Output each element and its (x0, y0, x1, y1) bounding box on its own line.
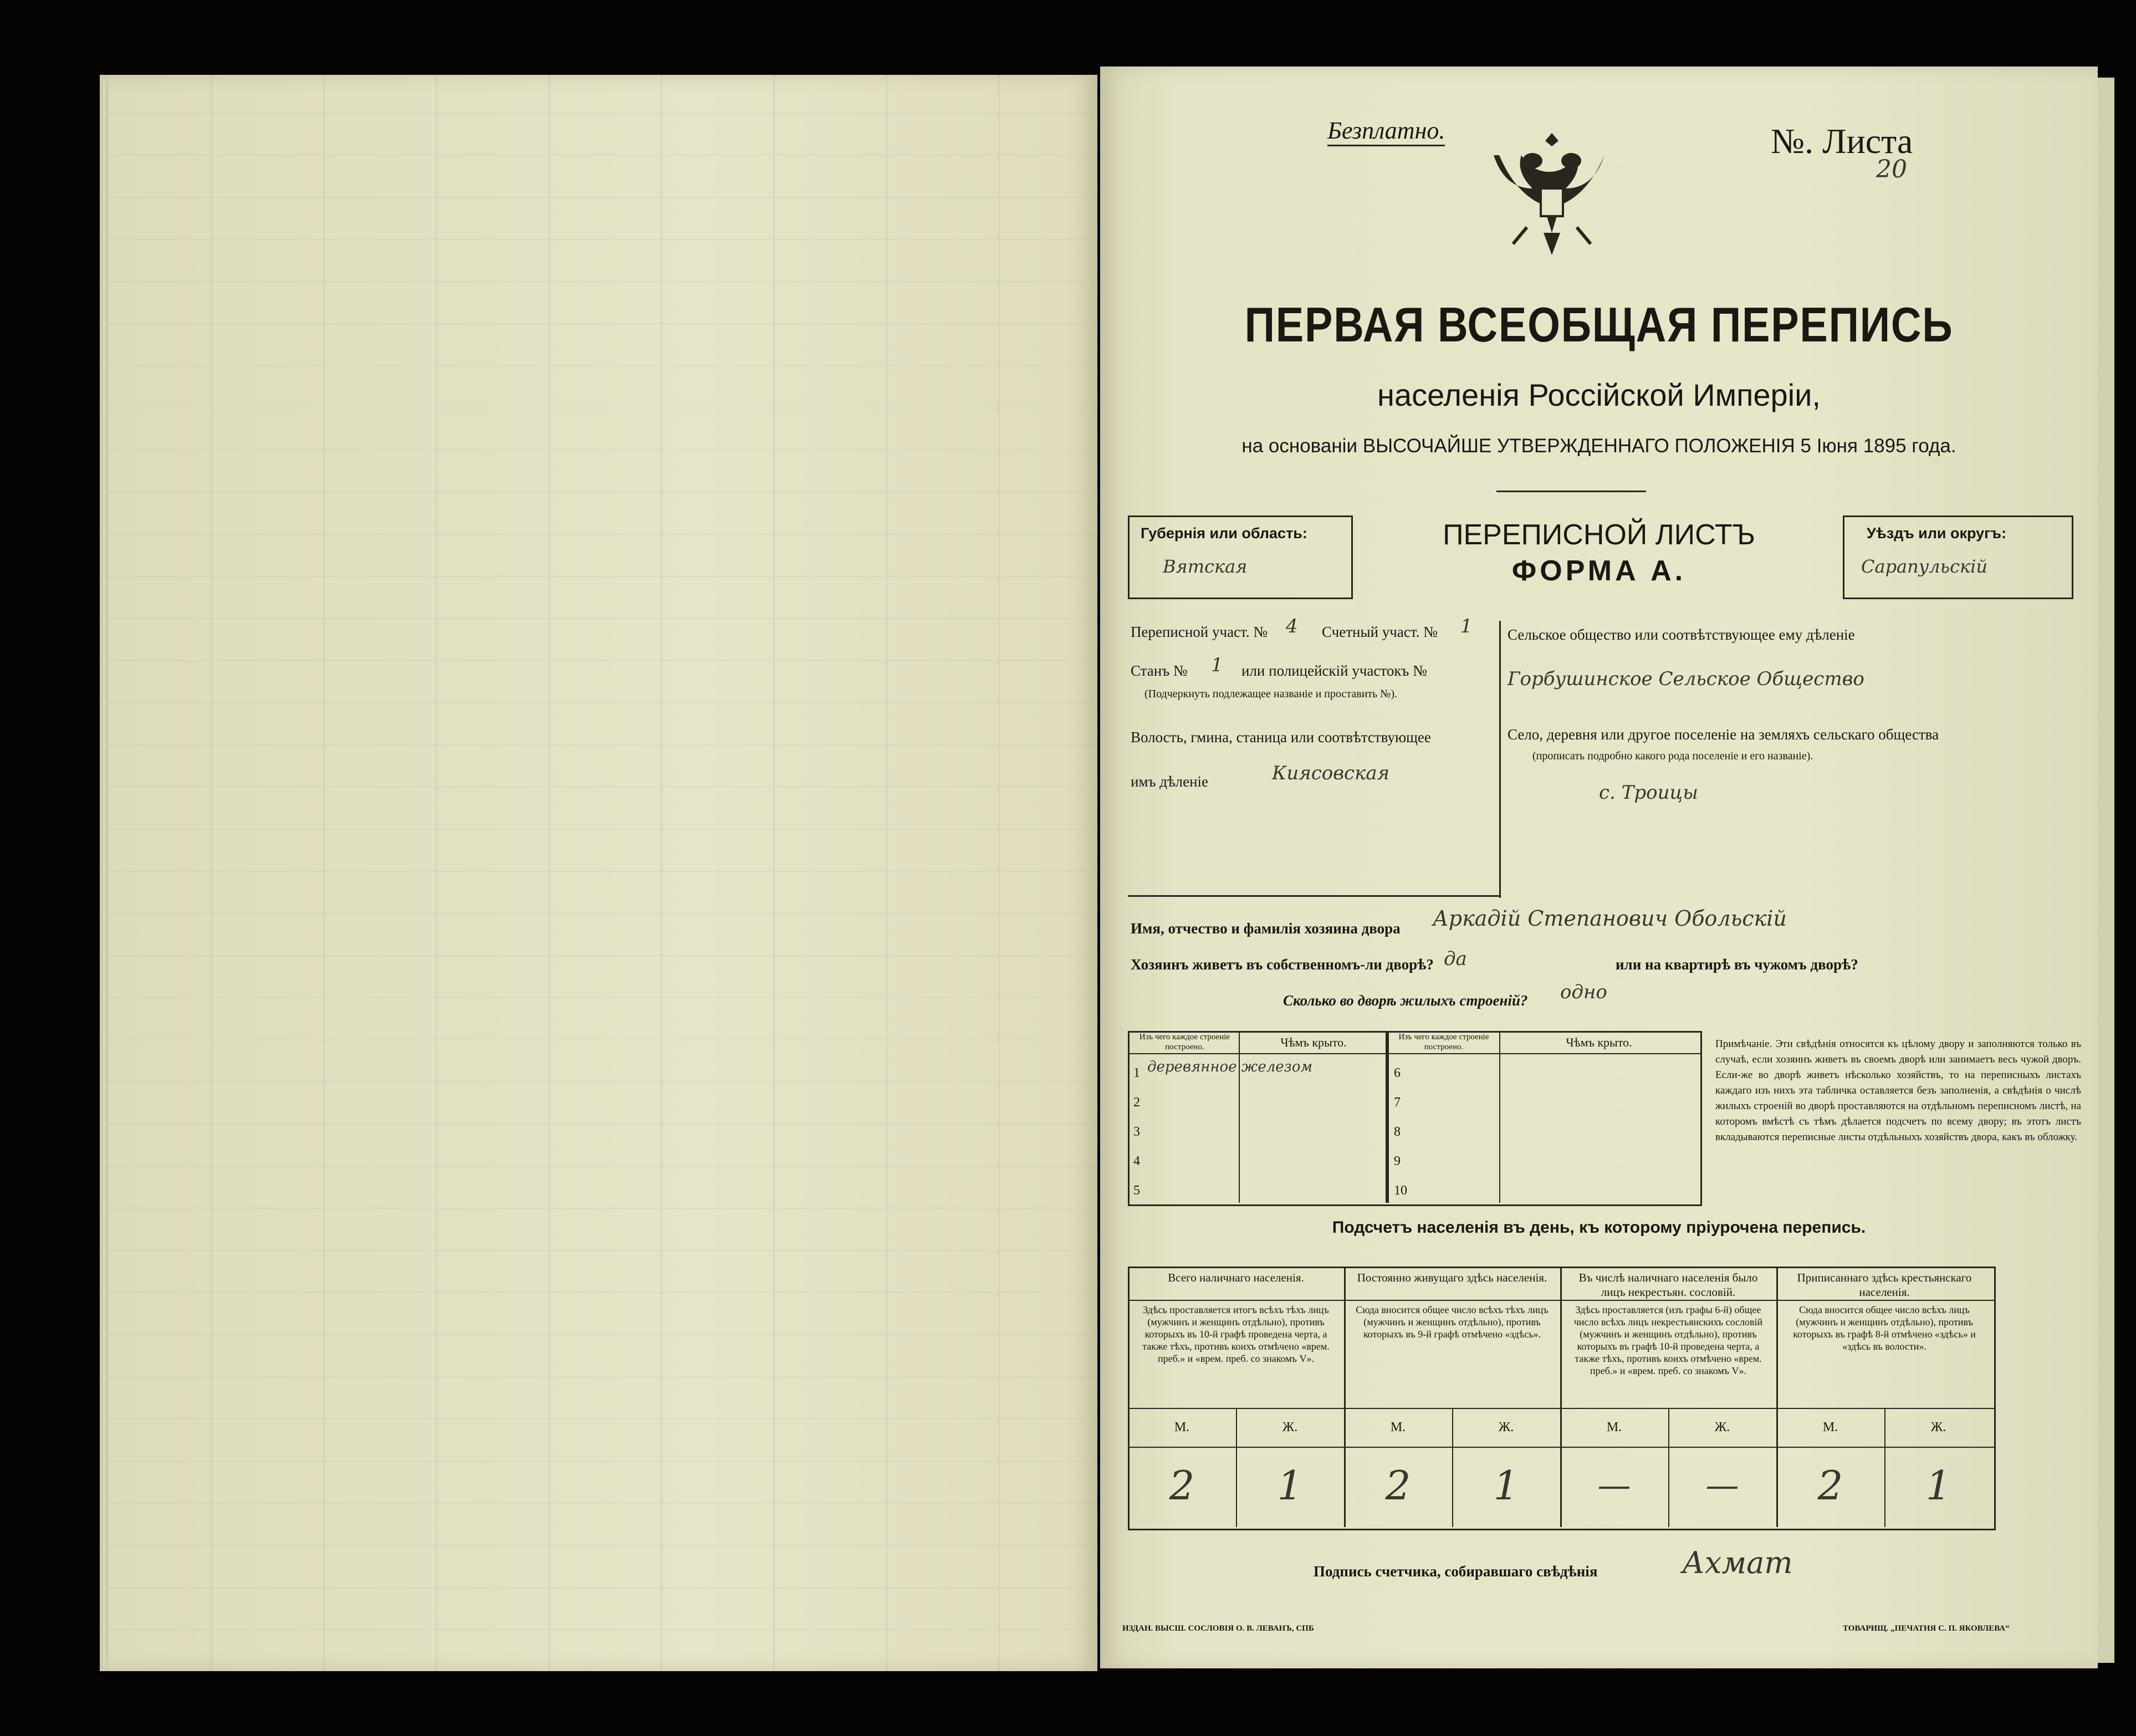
buildings-handwritten: одно (1560, 981, 1607, 1003)
buildings-label: Сколько во дворѣ жилыхъ строеній? (1283, 992, 1528, 1009)
female-label: Ж. (1714, 1420, 1730, 1434)
rent-label: или на квартирѣ въ чужомъ дворѣ? (1616, 956, 1858, 973)
district-label: Уѣздъ или округъ: (1867, 525, 2007, 542)
count-plot-label: Счетный участ. № (1322, 624, 1438, 640)
row-number: 7 (1394, 1095, 1401, 1110)
summary-col-header: Постоянно живущаго здѣсь населенія. (1357, 1271, 1547, 1284)
footer-printer: ТОВАРИЩ. „ПЕЧАТНЯ С. П. ЯКОВЛЕВА“ (1843, 1624, 2010, 1633)
male-label: М. (1822, 1420, 1838, 1434)
female-count: — (1705, 1466, 1739, 1505)
district-handwritten: Сарапульскій (1861, 556, 1987, 577)
table-rule (1499, 1031, 1500, 1203)
table-divider (1386, 1031, 1389, 1203)
field-underline (1128, 895, 1499, 897)
census-legal-basis: на основаніи ВЫСОЧАЙШЕ УТВЕРЖДЕННАГО ПОЛОЖЕНІЯ 5 Іюня 1895 года. (1241, 435, 1956, 457)
row-number: 2 (1133, 1095, 1140, 1110)
rows-right (1394, 1059, 1407, 1206)
province-label: Губернія или область: (1141, 525, 1307, 542)
male-count: 2 (1169, 1462, 1195, 1509)
own-yard-handwritten: да (1444, 948, 1467, 970)
village-note: (прописать подробно какого рода поселеніе и его названіе). (1532, 750, 1813, 762)
count-plot-handwritten: 1 (1460, 615, 1473, 637)
col-roof: Чѣмъ крыто. (1566, 1035, 1632, 1049)
village-handwritten: с. Троицы (1599, 782, 1698, 804)
census-subtitle: населенія Россійской Имперіи, (1377, 377, 1821, 412)
male-label: М. (1390, 1420, 1406, 1434)
district-box (1843, 515, 2073, 599)
summary-col-desc: Сюда вносится общее число всѣхъ лицъ (мужчинъ и женщинъ отдѣльно), противъ которыхъ въ графѣ 8-й отмѣчено «здѣсь» и «здѣсь въ волости». (1793, 1304, 1976, 1352)
province-handwritten: Вятская (1163, 556, 1248, 577)
counter-signature: Ахмат (1682, 1545, 1793, 1580)
summary-col-desc: Сюда вносится общее число всѣхъ тѣхъ лицъ (мужчинъ и женщинъ отдѣльно), противъ которыхъ въ 9-й графѣ отмѣчено «здѣсь». (1356, 1304, 1549, 1340)
summary-col-header: Приписаннаго здѣсь крестьянскаго населенія. (1797, 1271, 1972, 1299)
owner-handwritten: Аркадій Степанович Обольскій (1433, 906, 1787, 931)
female-count: 1 (1493, 1462, 1519, 1509)
province-box (1128, 515, 1353, 599)
police-plot-label: или полицейскій участокъ № (1241, 662, 1427, 679)
field-divider (1499, 621, 1501, 898)
signature-label: Подпись счетчика, собиравшаго свѣдѣнія (1314, 1563, 1598, 1580)
col-roof: Чѣмъ крыто. (1280, 1035, 1347, 1049)
female-count: 1 (1277, 1462, 1303, 1509)
row-number: 1 (1133, 1066, 1140, 1080)
own-yard-label: Хозяинъ живетъ въ собственномъ-ли дворѣ? (1131, 956, 1434, 973)
census-form-page (1100, 67, 2098, 1668)
ornament-divider (1496, 491, 1646, 492)
volost-handwritten: Киясовская (1272, 762, 1390, 784)
society-label: Сельское общество или соотвѣтствующее ему дѣленіе (1508, 626, 1855, 643)
male-count: — (1597, 1466, 1631, 1505)
summary-col-desc: Здѣсь проставляется итогъ всѣхъ тѣхъ лицъ (мужчинъ и женщинъ отдѣльно), противъ которыхъ въ 10-й графѣ проведена черта, а также тѣхъ, противъ коихъ отмѣчено «врем. преб.» и «врем. преб. со знакомъ V». (1142, 1304, 1330, 1364)
society-handwritten: Горбушинское Сельское Общество (1508, 668, 1864, 690)
rows-left (1133, 1059, 1140, 1206)
female-label: Ж. (1930, 1420, 1946, 1434)
summary-title: Подсчетъ населенія въ день, къ которому пріурочена перепись. (1332, 1218, 1866, 1237)
female-label: Ж. (1282, 1420, 1298, 1434)
village-label: Село, деревня или другое поселеніе на земляхъ сельскаго общества (1508, 726, 1939, 743)
form-name: ФОРМА А. (1511, 555, 1687, 587)
table-rule (1239, 1031, 1240, 1203)
male-label: М. (1174, 1420, 1190, 1434)
census-plot-label: Переписной участ. № (1131, 624, 1268, 640)
col-material: Изъ чего каждое строеніе построено. (1139, 1033, 1230, 1051)
volost-label-cont: имъ дѣленіе (1131, 773, 1209, 790)
male-count: 2 (1385, 1462, 1411, 1509)
row-number: 6 (1394, 1066, 1401, 1080)
male-count: 2 (1817, 1462, 1843, 1509)
row-number: 4 (1133, 1154, 1140, 1168)
row-number: 9 (1394, 1154, 1401, 1168)
summary-col-header: Всего наличнаго населенія. (1168, 1271, 1304, 1284)
note-text: Примѣчаніе. Эти свѣдѣнія относятся къ цѣлому двору и заполняются только въ случаѣ, если хозяинъ живетъ въ своемъ дворѣ или занимаетъ весь чужой дворъ. Если-же во дворѣ живетъ нѣсколько хозяйствъ, то на переписныхъ листахъ каждаго изъ нихъ эта табличка оставляется безъ заполненія, а свѣдѣнія о числѣ жилыхъ строеній во дворѣ проставляются на отдѣльномъ переписномъ листѣ, на которомъ вмѣстѣ съ тѣмъ дѣлается подсчетъ по всему двору; въ этотъ листъ вкладываются переписные листы отдѣльныхъ хозяйствъ двора, какъ въ обложку. (1715, 1038, 2081, 1143)
page-stack-edge (100, 75, 103, 1671)
buildings-table (1128, 1031, 1702, 1206)
stan-label: Станъ № (1131, 662, 1188, 679)
row-number: 10 (1394, 1183, 1407, 1198)
male-label: М. (1606, 1420, 1622, 1434)
col-material: Изъ чего каждое строеніе построено. (1398, 1033, 1489, 1051)
page-stack-edge (105, 75, 109, 1671)
footer-publisher: ИЗДАН. ВЫСШ. СОСЛОВІЯ О. В. ЛЕВАНЪ, СПБ (1122, 1624, 1314, 1633)
female-label: Ж. (1498, 1420, 1514, 1434)
double-headed-eagle-emblem (1488, 122, 1616, 266)
owner-label: Имя, отчество и фамилія хозяина двора (1131, 920, 1401, 937)
census-plot-handwritten: 4 (1286, 615, 1298, 637)
row-number: 3 (1133, 1125, 1140, 1139)
row-number: 5 (1133, 1183, 1140, 1198)
row1-handwritten: деревянное железом (1147, 1059, 1313, 1075)
row-number: 8 (1394, 1125, 1401, 1139)
summary-col-desc: Здѣсь проставляется (изъ графы 6-й) общее число всѣхъ лицъ некрестьянскихъ сословій (мужчинъ и женщинъ отдѣльно), противъ которыхъ въ графѣ 10-й проведена черта, а также тѣхъ, противъ коихъ отмѣчено «врем. преб.» и «врем. преб. со знакомъ V». (1573, 1304, 1763, 1376)
free-label: Безплатно. (1327, 116, 1445, 146)
stan-note: (Подчеркнуть подлежащее названіе и проставить №). (1144, 688, 1397, 700)
sheet-number-label: №. Листа (1771, 121, 1913, 161)
female-count: 1 (1925, 1462, 1951, 1509)
left-blank-page (100, 75, 1097, 1671)
sheet-number-handwritten: 20 (1876, 155, 1907, 183)
table-rule (1128, 1053, 1700, 1054)
census-title: ПЕРВАЯ ВСЕОБЩАЯ ПЕРЕПИСЬ (1244, 297, 1954, 352)
summary-col-header: Въ числѣ наличнаго населенія было лицъ некрестьян. сословій. (1578, 1271, 1758, 1299)
stan-handwritten: 1 (1211, 654, 1223, 676)
volost-label: Волость, гмина, станица или соотвѣтствующее (1131, 729, 1431, 746)
census-sheet-title: ПЕРЕПИСНОЙ ЛИСТЪ (1443, 519, 1755, 551)
